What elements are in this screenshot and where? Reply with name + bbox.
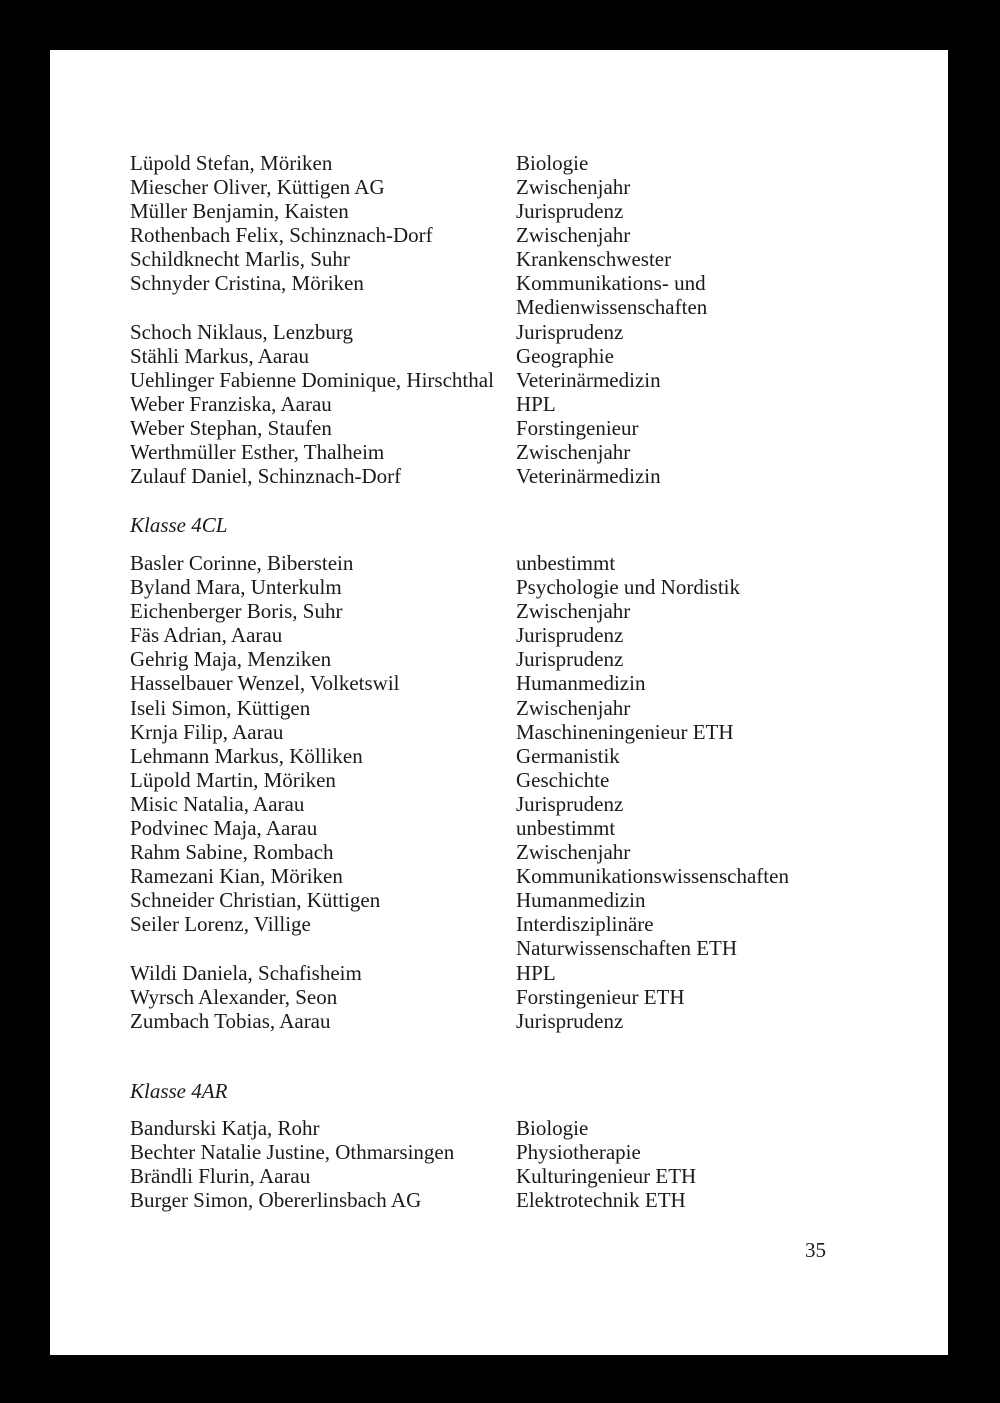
student-name: Lehmann Markus, Kölliken: [130, 743, 363, 768]
student-name: Byland Mara, Unterkulm: [130, 575, 342, 600]
list-item: [130, 623, 890, 647]
study-field: Physiotherapie: [516, 1140, 641, 1165]
student-name: Uehlinger Fabienne Dominique, Hirschthal: [130, 367, 494, 392]
study-field: Psychologie und Nordistik: [516, 575, 740, 600]
student-name: Hasselbauer Wenzel, Volketswil: [130, 671, 400, 696]
study-field: Interdisziplinäre Naturwissenschaften ETH: [516, 912, 738, 961]
study-field: Zwischenjahr: [516, 440, 631, 465]
study-field: Zwischenjahr: [516, 223, 631, 248]
list-item: [130, 1009, 890, 1033]
page-number: 35: [805, 1238, 826, 1262]
list-item: [130, 1188, 890, 1212]
student-name: Lüpold Martin, Möriken: [130, 767, 336, 792]
list-item: [130, 199, 890, 223]
student-name: Podvinec Maja, Aarau: [130, 816, 318, 841]
list-item: [130, 271, 890, 319]
list-item: [130, 151, 890, 175]
student-name: Schneider Christian, Küttigen: [130, 888, 381, 913]
study-field: Jurisprudenz: [516, 199, 624, 224]
study-field: Veterinärmedizin: [516, 464, 661, 489]
student-name: Iseli Simon, Küttigen: [130, 695, 311, 720]
study-field: Jurisprudenz: [516, 623, 624, 648]
class-4cl-list: [130, 551, 890, 1033]
list-item: [130, 464, 890, 488]
student-name: Zumbach Tobias, Aarau: [130, 1008, 331, 1033]
student-name: Krnja Filip, Aarau: [130, 719, 284, 744]
study-field: Zwischenjahr: [516, 175, 631, 200]
study-field: HPL: [516, 960, 556, 985]
study-field: Geschichte: [516, 767, 610, 792]
class-4ar-section: [130, 1079, 890, 1103]
student-name: Schildknecht Marlis, Suhr: [130, 247, 350, 272]
student-name: Stähli Markus, Aarau: [130, 343, 310, 368]
student-name: Basler Corinne, Biberstein: [130, 551, 354, 575]
list-item: [130, 440, 890, 464]
list-item: [130, 888, 890, 912]
list-item: [130, 985, 890, 1009]
list-item: [130, 1116, 890, 1140]
list-item: [130, 320, 890, 344]
student-name: Eichenberger Boris, Suhr: [130, 599, 343, 624]
list-item: [130, 816, 890, 840]
study-field: unbestimmt: [516, 816, 616, 841]
student-name: Müller Benjamin, Kaisten: [130, 199, 349, 224]
study-field: Zwischenjahr: [516, 840, 631, 865]
study-field: Biologie: [516, 1116, 589, 1140]
student-name: Weber Franziska, Aarau: [130, 391, 332, 416]
study-field: Biologie: [516, 151, 589, 175]
study-field: Jurisprudenz: [516, 647, 624, 672]
class-4ar-list: [130, 1116, 890, 1212]
student-name: Fäs Adrian, Aarau: [130, 623, 283, 648]
study-field: Forstingenieur ETH: [516, 984, 685, 1009]
student-list-continued: [130, 151, 890, 488]
document-page: [50, 50, 948, 1355]
study-field: Kommunikationswissenschaften: [516, 864, 789, 889]
student-name: Brändli Flurin, Aarau: [130, 1164, 311, 1189]
study-field: Jurisprudenz: [516, 319, 624, 344]
list-item: [130, 392, 890, 416]
class-heading: Klasse 4AR: [130, 1079, 228, 1103]
student-name: Schnyder Cristina, Möriken: [130, 271, 364, 296]
student-name: Misic Natalia, Aarau: [130, 791, 305, 816]
study-field: unbestimmt: [516, 551, 616, 575]
student-name: Schoch Niklaus, Lenzburg: [130, 319, 353, 344]
list-item: [130, 551, 890, 575]
list-item: [130, 768, 890, 792]
list-item: [130, 368, 890, 392]
list-item: [130, 223, 890, 247]
student-name: Rahm Sabine, Rombach: [130, 840, 334, 865]
list-item: [130, 647, 890, 671]
study-field: Veterinärmedizin: [516, 367, 661, 392]
study-field: Geographie: [516, 343, 614, 368]
study-field: Zwischenjahr: [516, 599, 631, 624]
study-field: Forstingenieur: [516, 416, 639, 441]
study-field: HPL: [516, 391, 556, 416]
student-name: Burger Simon, Obererlinsbach AG: [130, 1188, 422, 1213]
list-item: [130, 247, 890, 271]
class-heading: Klasse 4CL: [130, 513, 228, 537]
list-item: [130, 744, 890, 768]
study-field: Kommunikations- und Medienwissenschaften: [516, 271, 708, 320]
study-field: Krankenschwester: [516, 247, 672, 272]
student-name: Werthmüller Esther, Thalheim: [130, 440, 385, 465]
student-name: Rothenbach Felix, Schinznach-Dorf: [130, 223, 433, 248]
student-name: Seiler Lorenz, Villige: [130, 912, 311, 937]
list-item: [130, 864, 890, 888]
list-item: [130, 575, 890, 599]
list-item: [130, 792, 890, 816]
list-item: [130, 599, 890, 623]
student-name: Weber Stephan, Staufen: [130, 416, 332, 441]
study-field: Zwischenjahr: [516, 695, 631, 720]
list-item: [130, 720, 890, 744]
student-name: Zulauf Daniel, Schinznach-Dorf: [130, 464, 402, 489]
study-field: Jurisprudenz: [516, 1008, 624, 1033]
student-name: Wyrsch Alexander, Seon: [130, 984, 338, 1009]
student-name: Bandurski Katja, Rohr: [130, 1116, 320, 1140]
study-field: Humanmedizin: [516, 671, 646, 696]
student-name: Wildi Daniela, Schafisheim: [130, 960, 362, 985]
student-name: Ramezani Kian, Möriken: [130, 864, 343, 889]
list-item: [130, 1164, 890, 1188]
study-field: Jurisprudenz: [516, 791, 624, 816]
list-item: [130, 840, 890, 864]
student-name: Miescher Oliver, Küttigen AG: [130, 175, 385, 200]
list-item: [130, 961, 890, 985]
study-field: Germanistik: [516, 743, 620, 768]
list-item: [130, 671, 890, 695]
list-item: [130, 912, 890, 960]
student-name: Lüpold Stefan, Möriken: [130, 151, 333, 175]
student-name: Gehrig Maja, Menziken: [130, 647, 332, 672]
list-item: [130, 696, 890, 720]
class-4cl-section: [130, 513, 890, 537]
list-item: [130, 344, 890, 368]
study-field: Maschineningenieur ETH: [516, 719, 734, 744]
list-item: [130, 416, 890, 440]
study-field: Humanmedizin: [516, 888, 646, 913]
list-item: [130, 1140, 890, 1164]
list-item: [130, 175, 890, 199]
student-name: Bechter Natalie Justine, Othmarsingen: [130, 1140, 455, 1165]
study-field: Elektrotechnik ETH: [516, 1188, 686, 1213]
study-field: Kulturingenieur ETH: [516, 1164, 697, 1189]
